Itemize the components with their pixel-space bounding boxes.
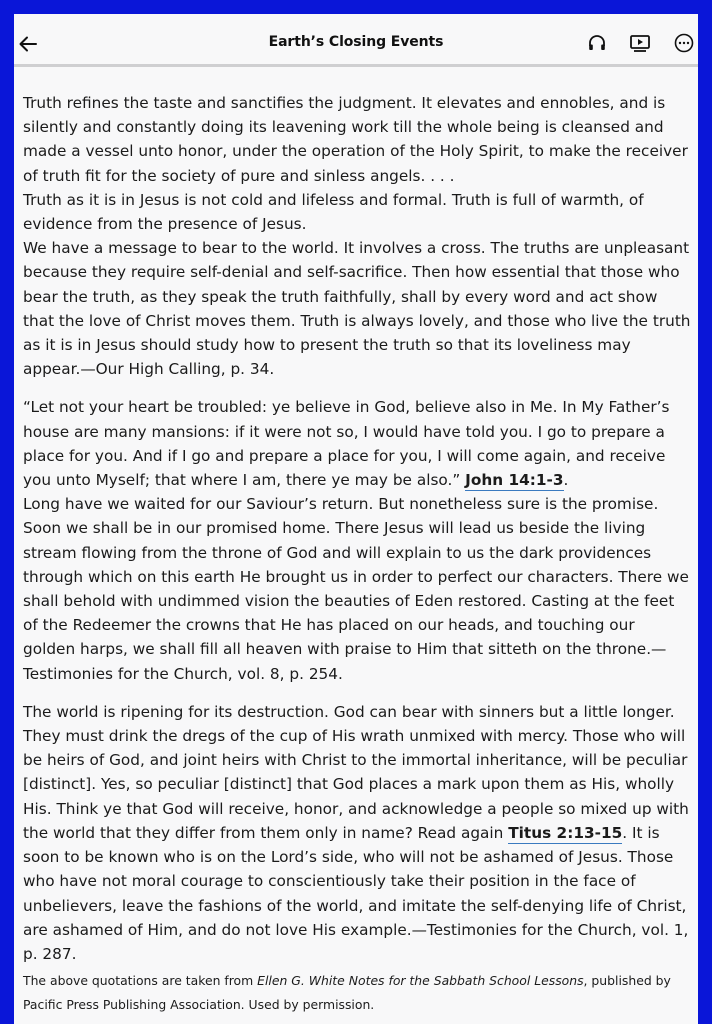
reading-content <box>23 91 691 966</box>
paragraph: Long have we waited for our Saviour’s return. But nonetheless sure is the promise. Soon we shall be in our promised home. There Jesus will lead us beside the living stream flowing from the throne of God and will explain to us the dark providences through which on this earth He brought us in order to perfect our characters. There we shall behold with undimmed vision the beauties of Eden restored. Casting at the feet of the Redeemer the crowns that He has placed on our heads, and touching our golden harps, we shall fill all heaven with praise to Him that sitteth on the throne.—Testimonies for the Church, vol. 8, p. 254. <box>23 495 689 683</box>
footer-text: The above quotations are taken from <box>23 973 258 988</box>
header-bar <box>14 26 698 66</box>
paragraph <box>23 395 691 492</box>
attribution-footer <box>23 969 691 1016</box>
section-gap <box>23 686 691 700</box>
more-options-icon[interactable] <box>671 30 697 56</box>
punctuation: . <box>563 471 569 490</box>
header-divider <box>14 64 698 67</box>
paragraph-text: The world is ripening for its destruction. God can bear with sinners but a little longer. They must drink the dregs of the cup of His wrath unmixed with mercy. Those who will be heirs of God, and joint heirs with Christ to the immortal inheritance, will be peculiar [distinct]. Yes, so peculiar [distinct] that God places a mark upon them as His, wholly His. Think ye that God will receive, honor, and acknowledge a people so mixed up with the world that they differ from them only in name? Read again <box>23 702 689 842</box>
footer-text: , published by Pacific Press Publishing Association. Used by permission. <box>23 973 671 1012</box>
page-title: Earth’s Closing Events <box>268 34 444 50</box>
scripture-link-john-14-1-3[interactable]: John 14:1-3 <box>465 471 564 490</box>
paragraph: Truth as it is in Jesus is not cold and lifeless and formal. Truth is full of warmth, of evidence from the presence of Jesus. <box>23 190 644 234</box>
back-arrow-icon[interactable] <box>16 32 40 56</box>
paragraph <box>23 700 691 966</box>
footer-book-title: Ellen G. White Notes for the Sabbath School Lessons <box>257 973 584 988</box>
paragraph: We have a message to bear to the world. It involves a cross. The truths are unpleasant because they require self-denial and self-sacrifice. Then how essential that those who bear the truth, as they speak the truth faithfully, shall by every word and act show that the love of Christ moves them. Truth is always lovely, and those who live the truth as it is in Jesus should study how to present the truth so that its loveliness may appear.—Our High Calling, p. 34. <box>23 239 691 379</box>
scripture-link-titus-2-13-15[interactable]: Titus 2:13-15 <box>508 823 623 842</box>
status-bar <box>14 14 698 26</box>
paragraph: Truth refines the taste and sanctifies the judgment. It elevates and ennobles, and is silently and constantly doing its leavening work till the whole being is cleansed and made a vessel unto honor, under the operation of the Holy Spirit, to make the receiver of truth fit for the society of pure and sinless angels. . . . <box>23 94 688 185</box>
section-gap <box>23 381 691 395</box>
play-video-icon[interactable] <box>627 30 653 56</box>
app-window <box>14 14 698 1024</box>
paragraph-text: . It is soon to be known who is on the Lord’s side, who will not be ashamed of Jesus. Those who have not moral courage to conscientiously take their position in the face of unbelievers, leave the fashions of the world, and imitate the self-denying life of Christ, are ashamed of Him, and do not love His example.—Testimonies for the Church, vol. 1, p. 287. <box>23 823 689 963</box>
headphones-icon[interactable] <box>584 30 610 56</box>
quote-text: “Let not your heart be troubled: ye believe in God, believe also in Me. In My Father’s house are many mansions: if it were not so, I would have told you. I go to prepare a place for you. And if I go and prepare a place for you, I will come again, and receive you unto Myself; that where I am, there ye may be also.” <box>23 398 670 490</box>
